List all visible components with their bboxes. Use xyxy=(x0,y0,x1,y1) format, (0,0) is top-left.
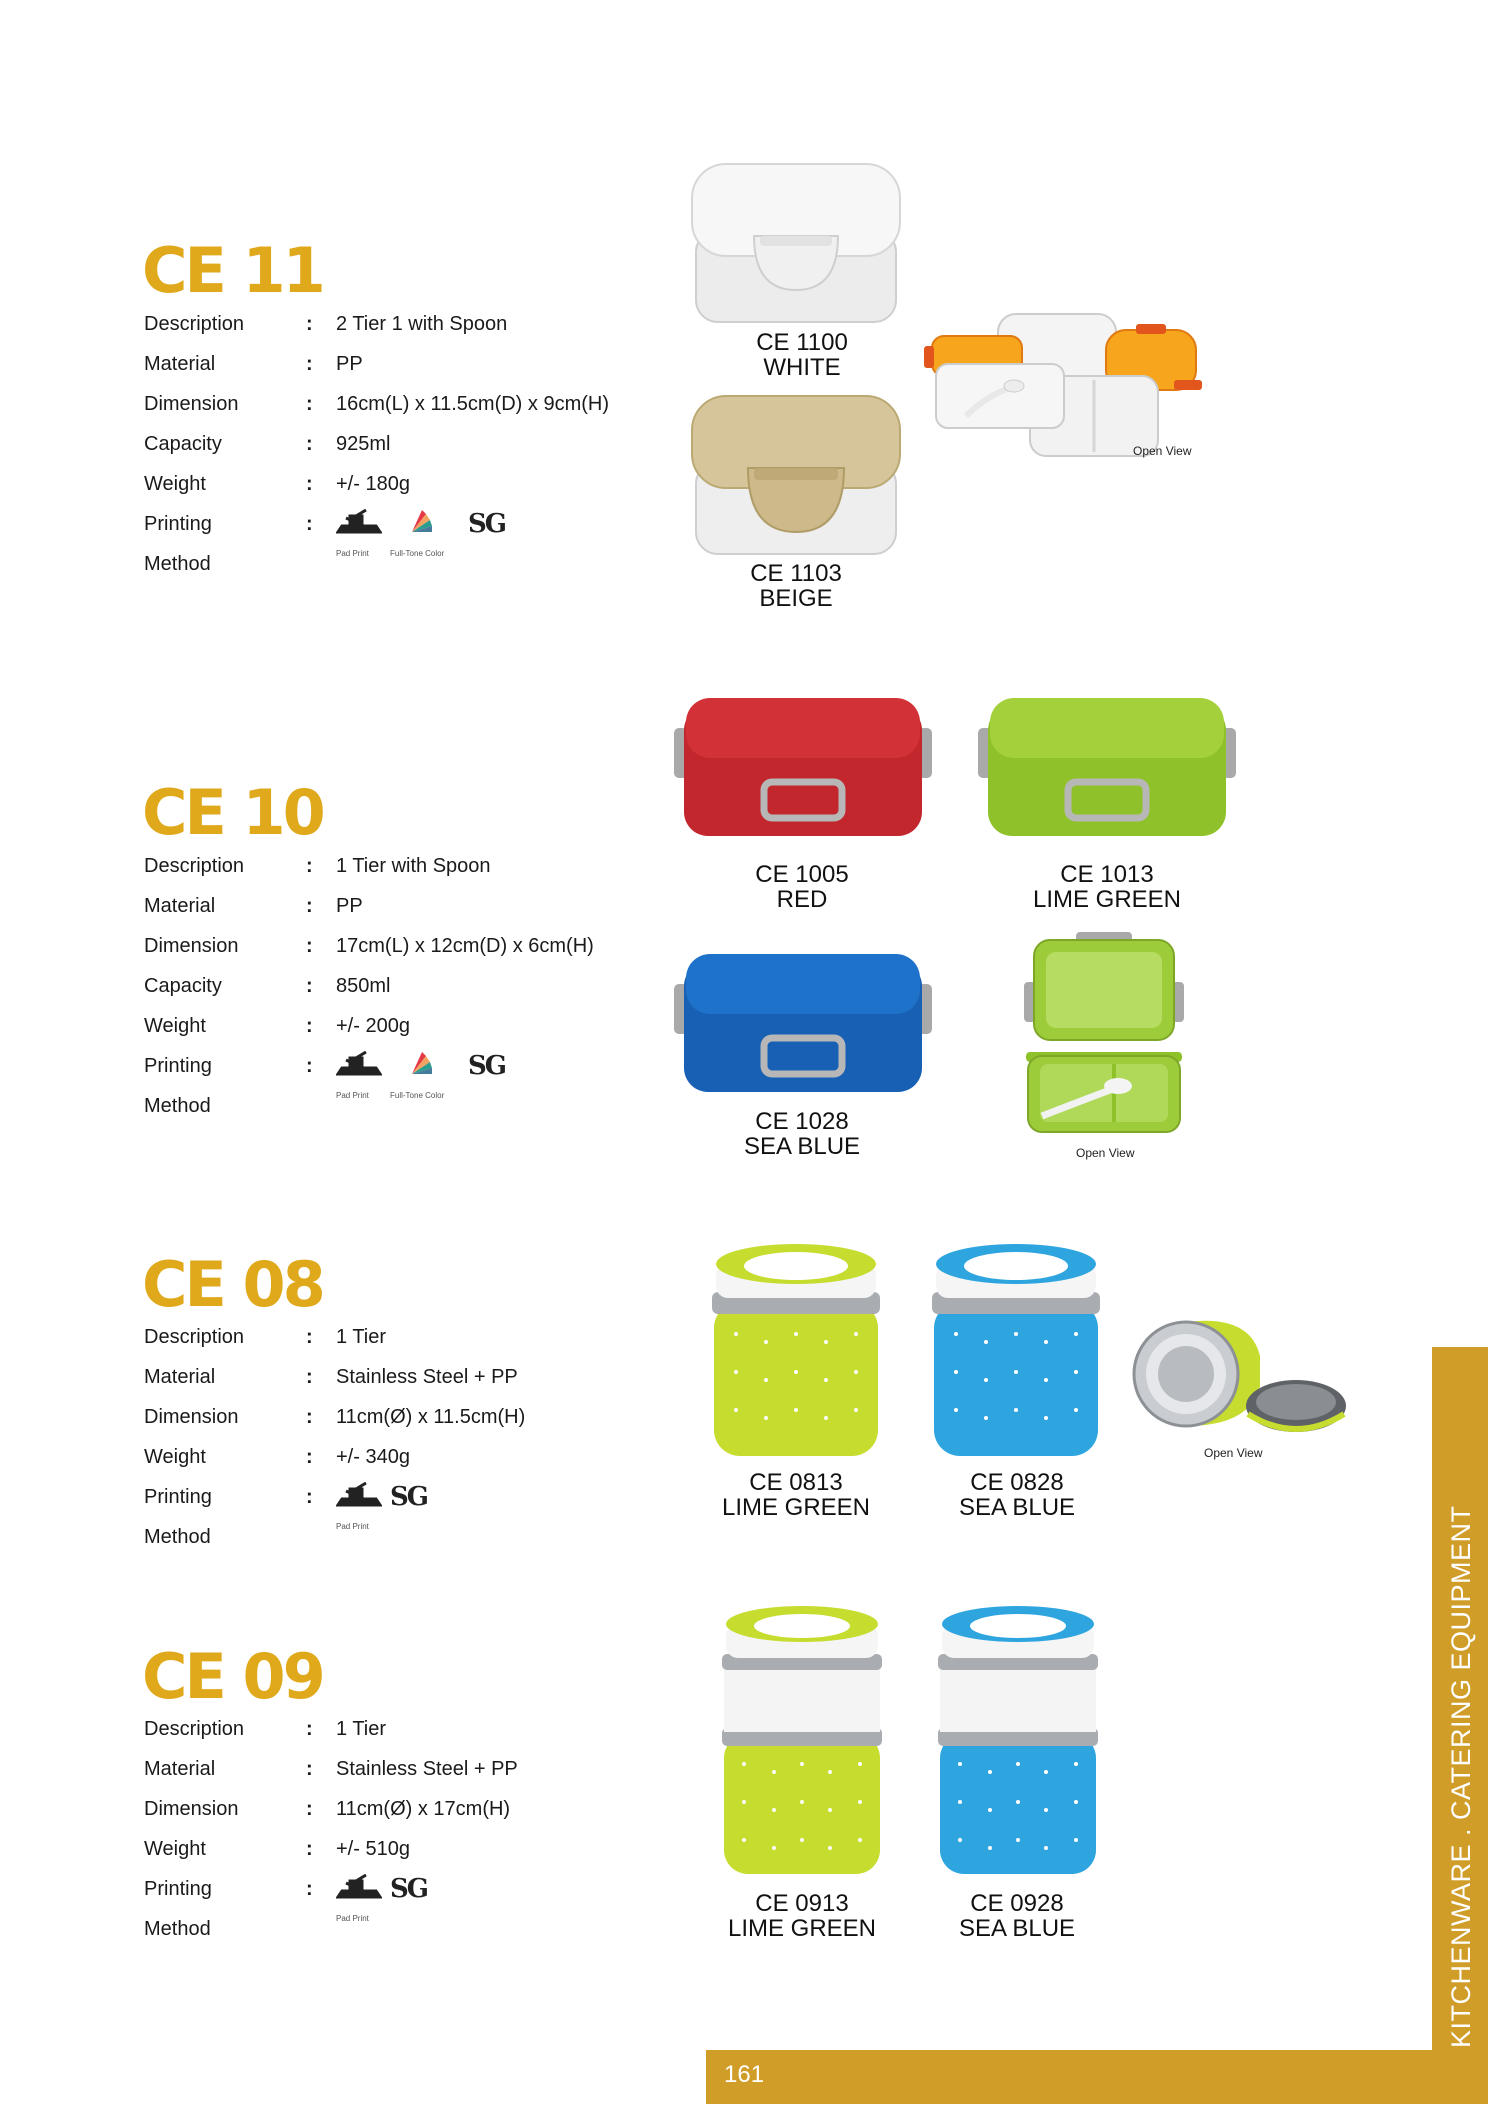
product-image-ce0813 xyxy=(706,1242,886,1462)
spec-label: Material xyxy=(144,1366,216,1388)
full-tone-color-icon xyxy=(408,508,438,534)
printing-methods: Pad Print SG xyxy=(336,1477,536,1517)
printing-methods: Pad Print Full-Tone Color SG xyxy=(336,1046,536,1086)
printing-methods: Pad Print SG xyxy=(336,1869,536,1909)
category-sidebar-label: KITCHENWARE . CATERING EQUIPMENT xyxy=(1446,1505,1476,2048)
spec-value: 1 Tier xyxy=(336,1326,387,1348)
variant-caption-ce1100: CE 1100 WHITE xyxy=(756,329,848,381)
spec-value: 17cm(L) x 12cm(D) x 6cm(H) xyxy=(336,935,594,957)
spec-value: +/- 180g xyxy=(336,473,410,495)
open-view-label: Open View xyxy=(1076,1146,1135,1160)
silkscreen-logo: SG xyxy=(390,1482,427,1512)
variant-caption-ce0928: CE 0928 SEA BLUE xyxy=(958,1890,1076,1942)
product-image-ce0828 xyxy=(926,1242,1106,1462)
silkscreen-logo: SG xyxy=(468,1051,505,1081)
spec-label: Capacity xyxy=(144,433,222,455)
open-view-label: Open View xyxy=(1133,444,1192,458)
variant-caption-ce1028: CE 1028 SEA BLUE xyxy=(743,1108,861,1160)
page-number: 161 xyxy=(724,2061,765,2088)
full-tone-color-icon xyxy=(408,1050,438,1076)
spec-label: Printing Method xyxy=(144,1486,212,1548)
spec-value: +/- 510g xyxy=(336,1838,410,1860)
spec-label: Dimension xyxy=(144,393,239,415)
spec-value: Stainless Steel + PP xyxy=(336,1366,518,1388)
product-image-ce0928 xyxy=(932,1602,1104,1878)
spec-label: Description xyxy=(144,313,245,335)
spec-label: Dimension xyxy=(144,1406,239,1428)
open-view-label: Open View xyxy=(1204,1446,1263,1460)
spec-label: Material xyxy=(144,353,216,375)
spec-value: PP xyxy=(336,895,363,917)
spec-label: Weight xyxy=(144,1015,206,1037)
spec-value: PP xyxy=(336,353,363,375)
spec-label: Weight xyxy=(144,1838,206,1860)
product-code-ce09: CE 09 xyxy=(142,1640,323,1713)
spec-value: +/- 200g xyxy=(336,1015,410,1037)
silkscreen-logo: SG xyxy=(468,509,505,539)
spec-label: Printing Method xyxy=(144,1878,212,1940)
spec-value: 11cm(Ø) x 11.5cm(H) xyxy=(336,1406,526,1428)
silkscreen-logo: SG xyxy=(390,1874,427,1904)
pad-print-icon xyxy=(336,508,382,534)
spec-label: Description xyxy=(144,855,245,877)
footer-bar xyxy=(706,2050,1488,2104)
pad-print-icon xyxy=(336,1873,382,1899)
spec-value: 11cm(Ø) x 17cm(H) xyxy=(336,1798,511,1820)
spec-value: 1 Tier xyxy=(336,1718,387,1740)
product-image-ce1013 xyxy=(976,694,1238,844)
product-code-ce11: CE 11 xyxy=(142,234,323,307)
variant-caption-ce0813: CE 0813 LIME GREEN xyxy=(721,1469,871,1521)
pad-print-icon xyxy=(336,1050,382,1076)
spec-label: Printing Method xyxy=(144,1055,212,1117)
product-code-ce10: CE 10 xyxy=(142,776,323,849)
product-image-ce1100 xyxy=(690,160,902,326)
product-image-ce1103 xyxy=(690,392,902,558)
spec-value: 925ml xyxy=(336,433,391,455)
spec-value: 850ml xyxy=(336,975,391,997)
spec-label: Weight xyxy=(144,473,206,495)
spec-label: Weight xyxy=(144,1446,206,1468)
product-image-ce1028 xyxy=(672,950,934,1100)
spec-value: 2 Tier 1 with Spoon xyxy=(336,313,508,335)
printing-methods: Pad Print Full-Tone Color SG xyxy=(336,504,536,544)
pad-print-icon xyxy=(336,1481,382,1507)
spec-label: Description xyxy=(144,1326,245,1348)
spec-label: Description xyxy=(144,1718,245,1740)
product-image-ce0913 xyxy=(716,1602,888,1878)
product-code-ce08: CE 08 xyxy=(142,1248,323,1321)
variant-caption-ce0828: CE 0828 SEA BLUE xyxy=(958,1469,1076,1521)
product-image-ce1005 xyxy=(672,694,934,844)
variant-caption-ce1103: CE 1103 BEIGE xyxy=(750,560,842,612)
spec-label: Dimension xyxy=(144,935,239,957)
spec-label: Material xyxy=(144,895,216,917)
variant-caption-ce0913: CE 0913 LIME GREEN xyxy=(727,1890,877,1942)
variant-caption-ce1005: CE 1005 RED xyxy=(755,861,849,913)
product-image-ce11-open-view xyxy=(926,306,1218,466)
spec-label: Dimension xyxy=(144,1798,239,1820)
spec-value: Stainless Steel + PP xyxy=(336,1758,518,1780)
product-image-ce10-open-view xyxy=(1018,930,1190,1136)
spec-label: Capacity xyxy=(144,975,222,997)
variant-caption-ce1013: CE 1013 LIME GREEN xyxy=(1032,861,1182,913)
spec-value: 16cm(L) x 11.5cm(D) x 9cm(H) xyxy=(336,393,609,415)
spec-value: 1 Tier with Spoon xyxy=(336,855,491,877)
product-image-ce08-open-view xyxy=(1130,1316,1348,1446)
spec-label: Printing Method xyxy=(144,513,212,575)
spec-value: +/- 340g xyxy=(336,1446,410,1468)
spec-label: Material xyxy=(144,1758,216,1780)
